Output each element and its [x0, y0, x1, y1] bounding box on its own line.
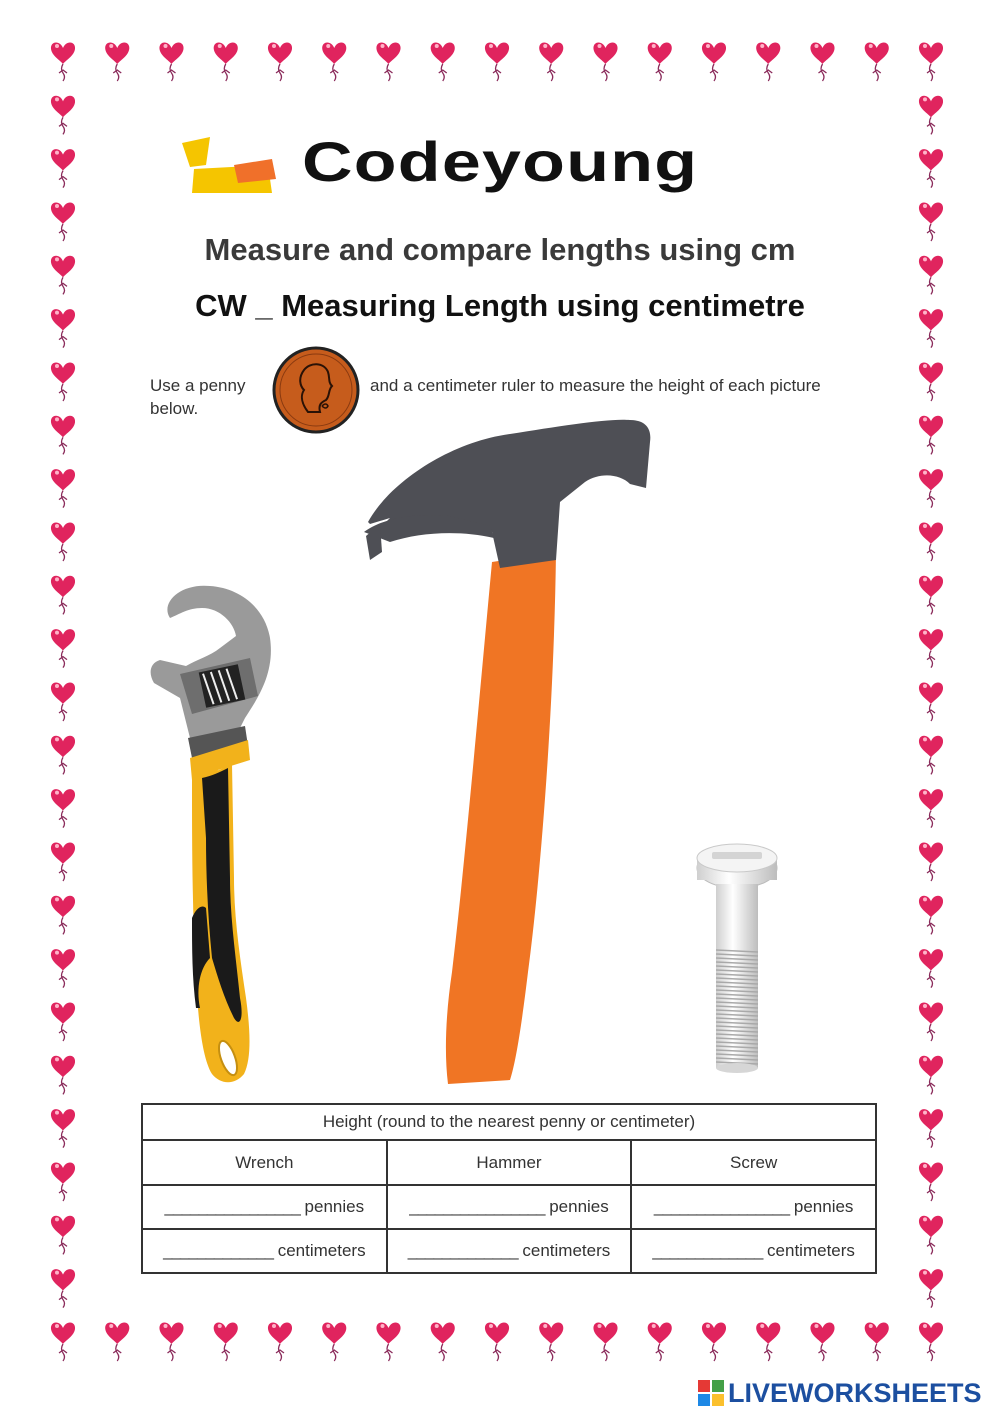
- heart-balloon-icon: [51, 469, 75, 508]
- logo-text: Codeyoung: [302, 130, 699, 193]
- unit-centimeters: centimeters: [277, 1241, 366, 1260]
- heart-balloon-icon: [431, 1322, 455, 1361]
- heart-balloon-icon: [268, 42, 292, 81]
- heart-balloon-icon: [322, 42, 346, 81]
- hammer-image: [360, 412, 680, 1084]
- unit-pennies: pennies: [304, 1197, 365, 1216]
- answer-blank[interactable]: ________________: [164, 1197, 300, 1216]
- heart-balloon-icon: [919, 1056, 943, 1095]
- heart-balloon-icon: [51, 1002, 75, 1041]
- heart-balloon-icon: [919, 149, 943, 188]
- heart-balloon-icon: [919, 42, 943, 81]
- heart-balloon-icon: [431, 42, 455, 81]
- heart-balloon-icon: [919, 629, 943, 668]
- heart-balloon-icon: [51, 576, 75, 615]
- heart-balloon-icon: [105, 42, 129, 81]
- heart-balloon-icon: [214, 1322, 238, 1361]
- instruction-right: and a centimeter ruler to measure the height of each picture: [370, 376, 821, 395]
- answer-blank[interactable]: _____________: [652, 1241, 763, 1260]
- wrench-image: [140, 578, 285, 1088]
- unit-pennies: pennies: [549, 1197, 609, 1216]
- heart-balloon-icon: [919, 896, 943, 935]
- liveworksheets-text: LIVEWORKSHEETS: [728, 1377, 982, 1408]
- unit-centimeters: centimeters: [522, 1241, 611, 1260]
- heart-balloon-icon: [51, 1269, 75, 1308]
- heart-balloon-icon: [51, 789, 75, 828]
- liveworksheets-brand: [698, 1375, 982, 1411]
- heart-balloon-icon: [214, 42, 238, 81]
- wrench-cm-answer[interactable]: [142, 1229, 387, 1273]
- heart-balloon-icon: [919, 682, 943, 721]
- heart-balloon-icon: [919, 1322, 943, 1361]
- heart-balloon-icon: [105, 1322, 129, 1361]
- heart-balloon-icon: [919, 842, 943, 881]
- heart-balloon-icon: [51, 362, 75, 401]
- screw-cm-answer[interactable]: [631, 1229, 876, 1273]
- heart-balloon-icon: [919, 576, 943, 615]
- heart-balloon-icon: [51, 522, 75, 561]
- heart-balloon-icon: [865, 1322, 889, 1361]
- wrench-pennies-answer[interactable]: [142, 1185, 387, 1229]
- heart-balloon-icon: [919, 949, 943, 988]
- heart-balloon-icon: [919, 96, 943, 135]
- heart-balloon-icon: [919, 1269, 943, 1308]
- heart-balloon-icon: [593, 42, 617, 81]
- page-subtitle: CW _ Measuring Length using centimetre: [195, 288, 805, 323]
- hammer-pennies-answer[interactable]: [387, 1185, 632, 1229]
- unit-pennies: pennies: [793, 1197, 854, 1216]
- heart-balloon-icon: [51, 96, 75, 135]
- heart-balloon-icon: [593, 1322, 617, 1361]
- heart-balloon-icon: [919, 416, 943, 455]
- heart-balloon-icon: [51, 416, 75, 455]
- heart-balloon-icon: [159, 42, 183, 81]
- measurement-table: [141, 1103, 877, 1274]
- heart-balloon-icon: [51, 1109, 75, 1148]
- heart-balloon-icon: [648, 42, 672, 81]
- heart-balloon-icon: [648, 1322, 672, 1361]
- heart-balloon-icon: [539, 42, 563, 81]
- column-wrench: Wrench: [142, 1140, 387, 1185]
- table-header: Height (round to the nearest penny or centimeter): [142, 1104, 876, 1140]
- answer-blank[interactable]: _____________: [407, 1241, 518, 1260]
- heart-balloon-icon: [539, 1322, 563, 1361]
- column-hammer: Hammer: [387, 1140, 632, 1185]
- heart-balloon-icon: [702, 42, 726, 81]
- heart-balloon-icon: [51, 949, 75, 988]
- heart-balloon-icon: [322, 1322, 346, 1361]
- heart-balloon-icon: [919, 1216, 943, 1255]
- heart-balloon-icon: [376, 1322, 400, 1361]
- codeyoung-logo: [180, 130, 800, 205]
- heart-balloon-icon: [51, 896, 75, 935]
- screw-image: [690, 840, 785, 1078]
- answer-blank[interactable]: _____________: [163, 1241, 273, 1260]
- heart-balloon-icon: [702, 1322, 726, 1361]
- heart-balloon-icon: [919, 1002, 943, 1041]
- heart-balloon-icon: [51, 842, 75, 881]
- screw-pennies-answer[interactable]: [631, 1185, 876, 1229]
- heart-balloon-icon: [51, 1216, 75, 1255]
- heart-balloon-icon: [51, 629, 75, 668]
- heart-balloon-icon: [485, 42, 509, 81]
- heart-balloon-icon: [810, 1322, 834, 1361]
- heart-balloon-icon: [919, 789, 943, 828]
- page-title: Measure and compare lengths using cm: [204, 232, 796, 267]
- answer-blank[interactable]: ________________: [653, 1197, 790, 1216]
- unit-centimeters: centimeters: [767, 1241, 855, 1260]
- heart-balloon-icon: [919, 1109, 943, 1148]
- hammer-cm-answer[interactable]: [387, 1229, 632, 1273]
- heart-balloon-icon: [51, 149, 75, 188]
- codeyoung-logo-icon: [180, 135, 280, 195]
- heart-balloon-icon: [919, 362, 943, 401]
- instruction-left: Use a penny below.: [150, 376, 246, 418]
- heart-balloon-icon: [485, 1322, 509, 1361]
- heart-balloon-icon: [159, 1322, 183, 1361]
- penny-icon: [272, 346, 360, 434]
- column-screw: Screw: [631, 1140, 876, 1185]
- heart-balloon-icon: [756, 1322, 780, 1361]
- heart-balloon-icon: [376, 42, 400, 81]
- liveworksheets-icon: [698, 1380, 724, 1406]
- heart-balloon-icon: [756, 42, 780, 81]
- heart-balloon-icon: [919, 1162, 943, 1201]
- heart-balloon-icon: [51, 736, 75, 775]
- heart-balloon-icon: [51, 1162, 75, 1201]
- heart-balloon-icon: [51, 42, 75, 81]
- heart-balloon-icon: [919, 469, 943, 508]
- heart-balloon-icon: [865, 42, 889, 81]
- heart-balloon-icon: [810, 42, 834, 81]
- answer-blank[interactable]: ________________: [409, 1197, 545, 1216]
- heart-balloon-icon: [919, 736, 943, 775]
- heart-balloon-icon: [51, 1322, 75, 1361]
- heart-balloon-icon: [919, 522, 943, 561]
- heart-balloon-icon: [268, 1322, 292, 1361]
- heart-balloon-icon: [51, 682, 75, 721]
- heart-balloon-icon: [51, 1056, 75, 1095]
